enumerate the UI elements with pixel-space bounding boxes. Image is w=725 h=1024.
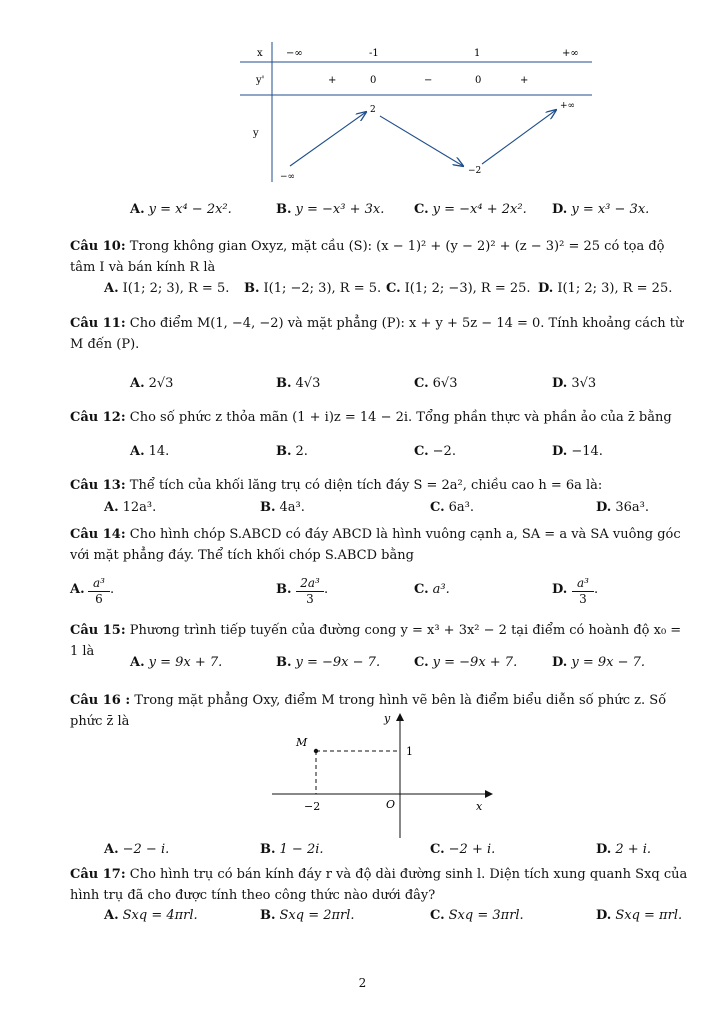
option-d[interactable]: D. I(1; 2; 3), R = 25. xyxy=(538,281,673,296)
question-13 xyxy=(70,475,692,496)
x-axis-label: x xyxy=(476,800,483,813)
question-number: Câu 16 : xyxy=(70,693,131,708)
question-text: Trong không gian Oxyz, mặt cầu (S): (x − 1)² + (y − 2)² + (z − 3)² = 25 có tọa độ tâm I và bán kính R là xyxy=(70,239,665,275)
question-number: Câu 17: xyxy=(70,867,126,882)
option-c[interactable]: C. 6a³. xyxy=(430,500,475,515)
y-value: 2 xyxy=(370,105,376,115)
question-text: Cho điểm M(1, −4, −2) và mặt phẳng (P): x + y + 5z − 14 = 0. Tính khoảng cách từ M đến (P). xyxy=(70,316,684,352)
q10-options xyxy=(70,278,692,302)
option-b[interactable]: B. 4√3 xyxy=(276,376,321,391)
option-c[interactable]: C. −2. xyxy=(414,444,456,459)
x-value: 1 xyxy=(474,48,481,59)
option-c[interactable]: C. −2 + i. xyxy=(430,842,496,857)
q16-options xyxy=(70,839,692,863)
option-c[interactable]: C. I(1; 2; −3), R = 25. xyxy=(386,281,531,296)
option-a[interactable]: A. 12a³. xyxy=(104,500,157,515)
question-text: Thể tích của khối lăng trụ có diện tích đáy S = 2a², chiều cao h = 6a là: xyxy=(129,478,603,493)
question-number: Câu 11: xyxy=(70,316,126,331)
question-14 xyxy=(70,524,692,566)
page-number: 2 xyxy=(358,976,367,990)
question-text: Phương trình tiếp tuyến của đường cong y = x³ + 3x² − 2 tại điểm có hoành độ x₀ = 1 là xyxy=(70,623,682,659)
option-b[interactable]: B. I(1; −2; 3), R = 5. xyxy=(244,281,382,296)
q17-options xyxy=(70,905,692,929)
option-a[interactable]: A. 14. xyxy=(130,444,170,459)
option-b[interactable]: B. 1 − 2i. xyxy=(260,842,324,857)
y-value: +∞ xyxy=(560,101,576,111)
y-tick-label: 1 xyxy=(406,745,413,758)
option-c[interactable]: C. 6√3 xyxy=(414,376,458,391)
y-value: −2 xyxy=(468,166,482,176)
increase-arrow xyxy=(290,112,366,166)
question-number: Câu 12: xyxy=(70,410,126,425)
x-value: +∞ xyxy=(562,48,579,59)
yp-sign: + xyxy=(520,75,529,86)
decrease-arrow xyxy=(380,116,463,166)
option-a[interactable]: A. 2√3 xyxy=(130,376,174,391)
row-label-yp: y' xyxy=(256,75,265,86)
q11-options xyxy=(70,373,692,397)
option-a[interactable]: A. y = 9x + 7. xyxy=(130,655,223,670)
x-tick-label: −2 xyxy=(304,800,321,813)
question-text: Cho số phức z thỏa mãn (1 + i)z = 14 − 2i. Tổng phần thực và phần ảo của z̄ bằng xyxy=(129,410,672,425)
question-text: Cho hình trụ có bán kính đáy r và độ dài đường sinh l. Diện tích xung quanh Sxq của hình trụ đã cho được tính theo công thức nào dưới đây? xyxy=(70,867,688,903)
option-d[interactable]: D. 2 + i. xyxy=(596,842,652,857)
yp-zero: 0 xyxy=(370,75,377,86)
question-number: Câu 13: xyxy=(70,478,126,493)
question-number: Câu 10: xyxy=(70,239,126,254)
yp-sign: + xyxy=(328,75,337,86)
option-b[interactable]: B. y = −x³ + 3x. xyxy=(276,202,385,217)
question-number: Câu 14: xyxy=(70,527,126,542)
option-b[interactable]: B. y = −9x − 7. xyxy=(276,655,381,670)
x-value: -1 xyxy=(369,48,379,59)
option-d[interactable]: D. Sxq = πrl. xyxy=(596,908,683,923)
y-value: −∞ xyxy=(280,172,296,182)
origin-label: O xyxy=(386,798,396,811)
q12-options xyxy=(70,441,692,465)
question-12 xyxy=(70,407,692,428)
y-axis-label: y xyxy=(384,712,391,725)
question-text: Cho hình chóp S.ABCD có đáy ABCD là hình vuông cạnh a, SA = a và SA vuông góc với mặt phẳng đáy. Thể tích khối chóp S.ABCD bằng xyxy=(70,527,681,563)
option-a[interactable]: A. Sxq = 4πrl. xyxy=(104,908,198,923)
option-d[interactable]: D. −14. xyxy=(552,444,603,459)
option-d[interactable]: D. y = 9x − 7. xyxy=(552,655,646,670)
x-value: −∞ xyxy=(286,48,303,59)
question-11 xyxy=(70,313,692,355)
question-17 xyxy=(70,864,692,906)
question-number: Câu 15: xyxy=(70,623,126,638)
option-a[interactable]: A. y = x⁴ − 2x². xyxy=(130,202,232,217)
q15-options xyxy=(70,652,692,676)
q9-options xyxy=(70,199,692,223)
increase-arrow xyxy=(482,110,556,164)
option-c[interactable]: C. y = −x⁴ + 2x². xyxy=(414,202,527,217)
option-b[interactable]: B. Sxq = 2πrl. xyxy=(260,908,355,923)
question-text: Trong mặt phẳng Oxy, điểm M trong hình vẽ bên là điểm biểu diễn số phức z. Số phức z̄ là xyxy=(70,693,667,729)
option-a[interactable]: A. −2 − i. xyxy=(104,842,170,857)
option-c[interactable]: C. Sxq = 3πrl. xyxy=(430,908,524,923)
variation-table xyxy=(230,40,600,190)
yp-sign: − xyxy=(424,75,433,86)
option-c[interactable]: C. a³. xyxy=(414,582,450,597)
question-10 xyxy=(70,236,692,278)
point-label: M xyxy=(296,736,308,749)
option-b[interactable]: B. 2. xyxy=(276,444,308,459)
option-c[interactable]: C. y = −9x + 7. xyxy=(414,655,518,670)
q13-options xyxy=(70,497,692,521)
complex-plane-graph xyxy=(268,710,498,840)
option-b[interactable]: B. 4a³. xyxy=(260,500,305,515)
option-d[interactable]: D. 36a³. xyxy=(596,500,649,515)
option-d[interactable]: D. 3√3 xyxy=(552,376,597,391)
row-label-y: y xyxy=(253,128,259,139)
option-d[interactable]: D. y = x³ − 3x. xyxy=(552,202,650,217)
option-a[interactable]: A. I(1; 2; 3), R = 5. xyxy=(104,281,230,296)
point-m xyxy=(314,749,318,753)
yp-zero: 0 xyxy=(475,75,482,86)
row-label-x: x xyxy=(257,48,263,59)
